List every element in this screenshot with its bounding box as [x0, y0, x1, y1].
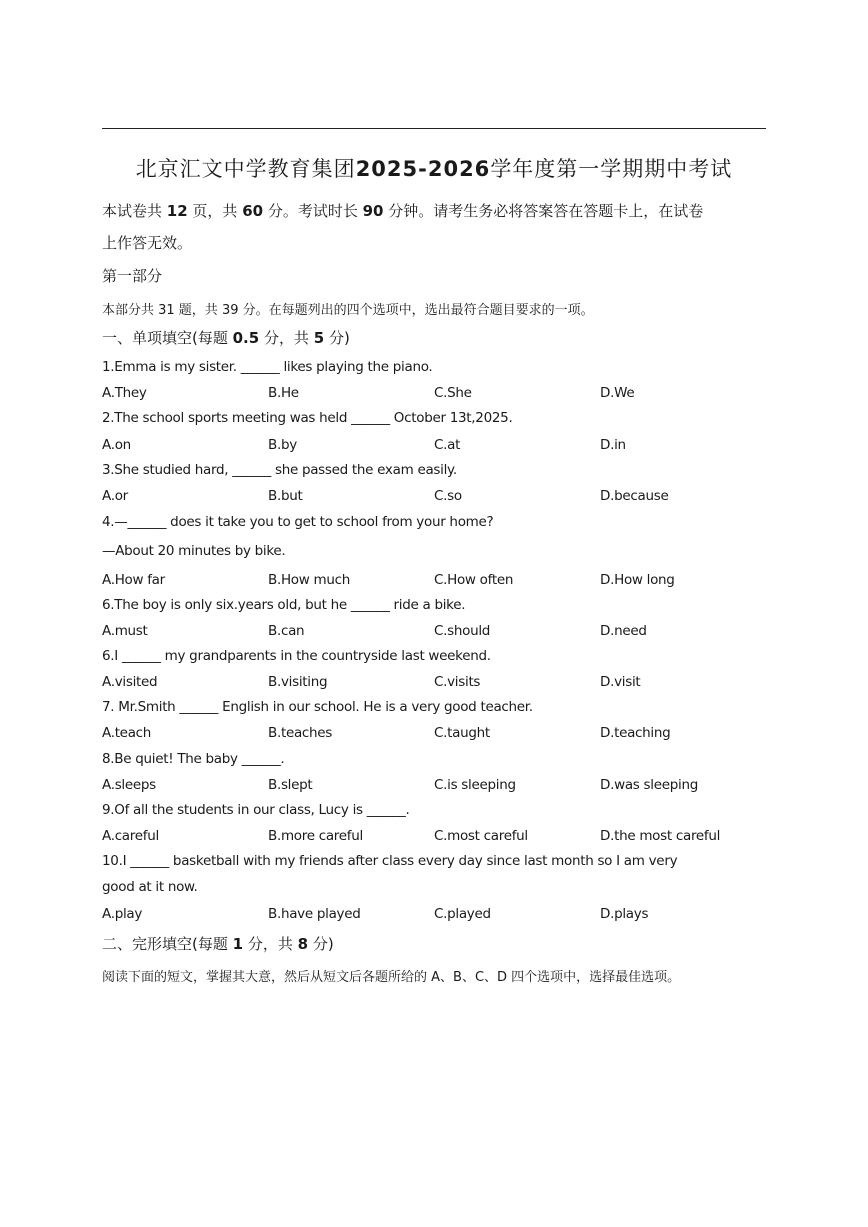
option-b: B.have played: [268, 906, 361, 922]
option-b: B.but: [268, 488, 303, 504]
option-a: A.teach: [102, 725, 152, 741]
option-c: C.is sleeping: [434, 777, 516, 793]
option-d: D.We: [600, 385, 635, 401]
question-text: 6.I ______ my grandparents in the countryside last weekend.: [102, 648, 491, 664]
title-school: 北京汇文中学教育集团: [135, 157, 356, 181]
option-a: A.sleeps: [102, 777, 156, 793]
question-text: 8.Be quiet! The baby ______.: [102, 751, 285, 767]
question-options: [102, 828, 782, 848]
question-options: [102, 777, 782, 797]
intro-line-1: 本试卷共 12 页，共 60 分。考试时长 90 分钟。请考生务必将答案答在答题卡上，在试卷: [102, 202, 704, 220]
option-b: B.How much: [268, 572, 350, 588]
section-one-heading: 一、单项填空(每题 0.5 分，共 5 分): [102, 329, 350, 347]
header-rule: [102, 128, 766, 129]
question-options: [102, 437, 782, 457]
option-c: C.at: [434, 437, 461, 453]
option-a: A.or: [102, 488, 128, 504]
question-text: 10.I ______ basketball with my friends after class every day since last month so I am very: [102, 853, 678, 869]
option-c: C.played: [434, 906, 491, 922]
option-d: D.because: [600, 488, 669, 504]
option-d: D.How long: [600, 572, 675, 588]
question-text-continued: good at it now.: [102, 879, 198, 895]
intro-line-2: 上作答无效。: [102, 234, 193, 252]
question-text: 9.Of all the students in our class, Lucy is ______.: [102, 802, 410, 818]
total-points: 60: [242, 202, 264, 220]
option-b: B.can: [268, 623, 305, 639]
option-a: A.They: [102, 385, 147, 401]
question-text: 6.The boy is only six.years old, but he ______ ride a bike.: [102, 597, 466, 613]
question-options: [102, 385, 782, 405]
question-options: [102, 906, 782, 926]
question-text: 3.She studied hard, ______ she passed the exam easily.: [102, 462, 457, 478]
option-b: B.slept: [268, 777, 313, 793]
option-b: B.visiting: [268, 674, 328, 690]
section-two-instructions: 阅读下面的短文，掌握其大意，然后从短文后各题所给的 A、B、C、D 四个选项中，选择最佳选项。: [102, 970, 681, 985]
question-text: 2.The school sports meeting was held ______ October 13t,2025.: [102, 410, 513, 426]
section-two-heading: 二、完形填空(每题 1 分，共 8 分): [102, 935, 334, 953]
question-options: [102, 725, 782, 745]
option-a: A.on: [102, 437, 131, 453]
question-options: [102, 572, 782, 592]
option-d: D.visit: [600, 674, 641, 690]
question-options: [102, 488, 782, 508]
title-term: 学年度第一学期期中考试: [490, 157, 733, 181]
option-d: D.the most careful: [600, 828, 721, 844]
option-d: D.in: [600, 437, 626, 453]
option-c: C.so: [434, 488, 462, 504]
question-text: 7. Mr.Smith ______ English in our school. He is a very good teacher.: [102, 699, 533, 715]
part-one-note: 本部分共 31 题，共 39 分。在每题列出的四个选项中，选出最符合题目要求的一项。: [102, 303, 594, 318]
option-c: C.She: [434, 385, 472, 401]
question-options: [102, 623, 782, 643]
option-a: A.visited: [102, 674, 158, 690]
part-one-label: 第一部分: [102, 267, 163, 285]
option-b: B.He: [268, 385, 299, 401]
title-year: 2025-2026: [355, 157, 491, 181]
option-b: B.teaches: [268, 725, 333, 741]
question-text: 4.—______ does it take you to get to school from your home?: [102, 514, 494, 530]
option-c: C.visits: [434, 674, 481, 690]
option-d: D.need: [600, 623, 647, 639]
question-text-continued: —About 20 minutes by bike.: [102, 543, 286, 559]
option-c: C.most careful: [434, 828, 528, 844]
option-a: A.play: [102, 906, 143, 922]
option-b: B.more careful: [268, 828, 363, 844]
question-text: 1.Emma is my sister. ______ likes playing the piano.: [102, 359, 433, 375]
exam-title: [0, 153, 868, 183]
duration: 90: [362, 202, 384, 220]
option-c: C.should: [434, 623, 491, 639]
option-a: A.must: [102, 623, 148, 639]
option-a: A.careful: [102, 828, 159, 844]
option-d: D.teaching: [600, 725, 671, 741]
option-c: C.How often: [434, 572, 514, 588]
page-count: 12: [166, 202, 188, 220]
option-c: C.taught: [434, 725, 490, 741]
option-b: B.by: [268, 437, 297, 453]
option-d: D.plays: [600, 906, 649, 922]
option-d: D.was sleeping: [600, 777, 698, 793]
option-a: A.How far: [102, 572, 165, 588]
question-options: [102, 674, 782, 694]
